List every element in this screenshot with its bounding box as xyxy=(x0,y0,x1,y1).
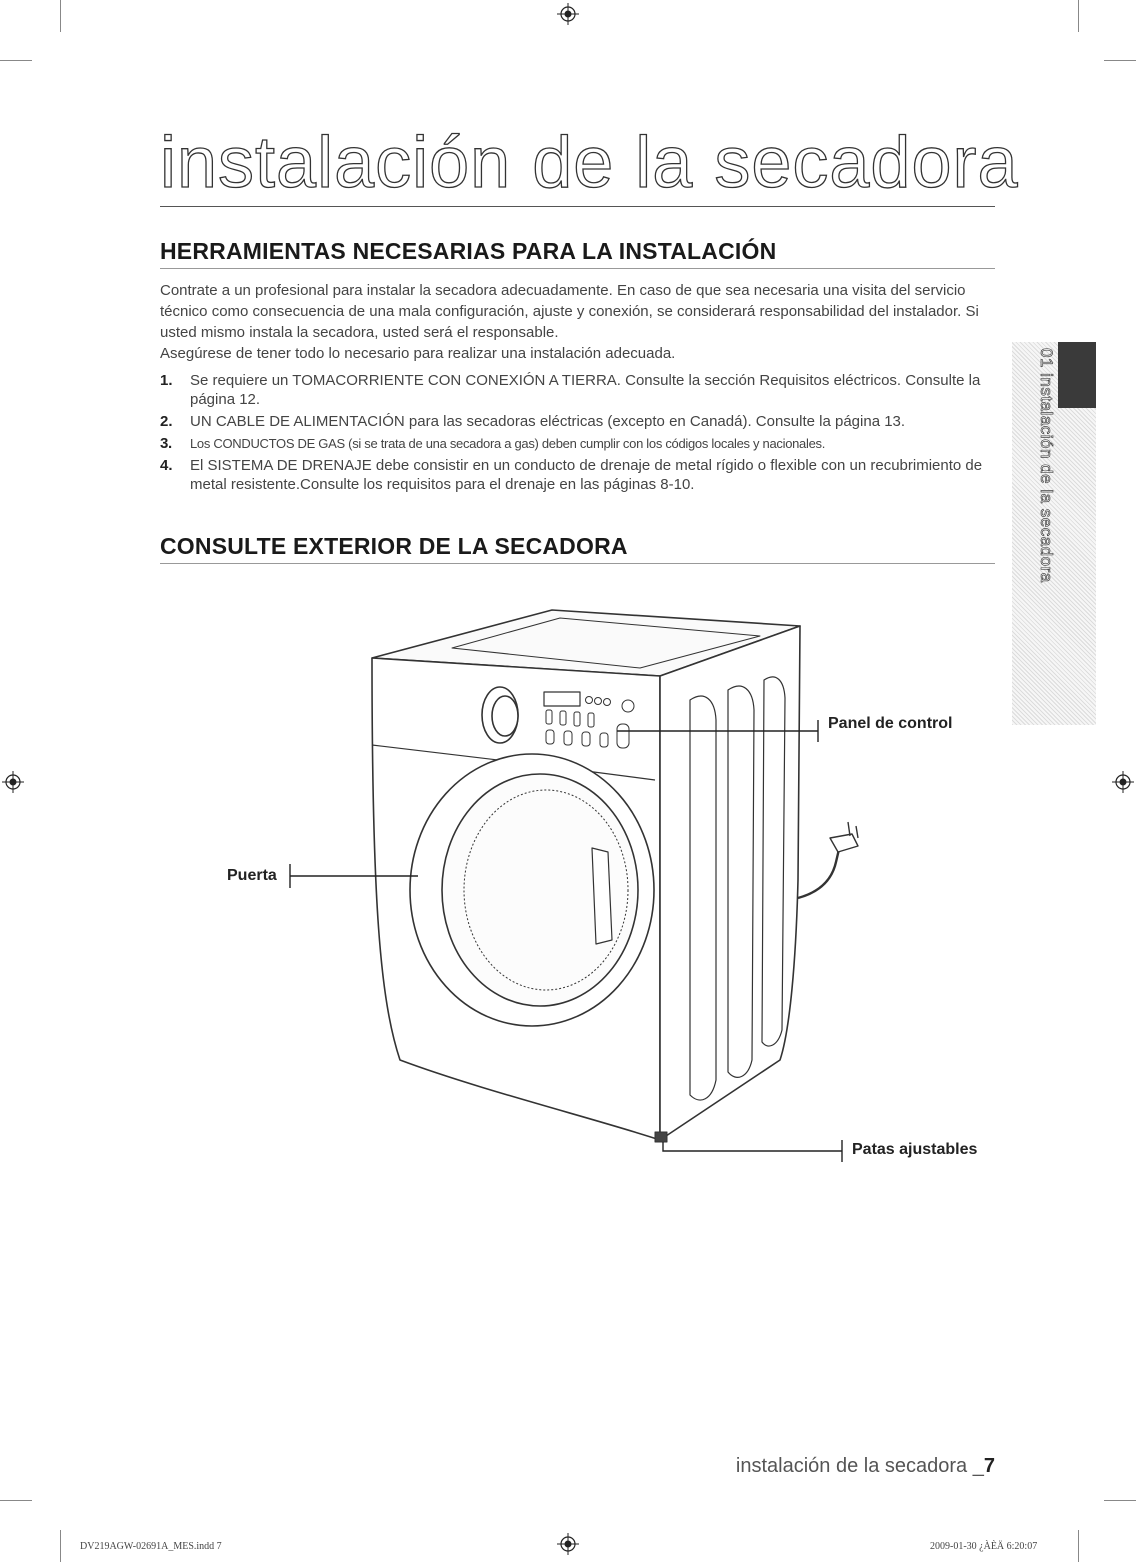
adjustable-feet-label: Patas ajustables xyxy=(852,1141,978,1158)
page-footer xyxy=(660,1455,995,1478)
list-number: 4. xyxy=(160,457,173,474)
door-label: Puerta xyxy=(227,867,277,884)
control-panel-label: Panel de control xyxy=(828,715,953,732)
intro-paragraph: Asegúrese de tener todo lo necesario para realizar una instalación adecuada. xyxy=(160,345,676,362)
list-text: UN CABLE DE ALIMENTACIÓN para las secadoras eléctricas (excepto en Canadá). Consulte la página 13. xyxy=(190,413,906,430)
tools-section-heading: HERRAMIENTAS NECESARIAS PARA LA INSTALACIÓN xyxy=(160,238,995,269)
page-title: instalación de la secadora xyxy=(160,120,995,207)
list-text: Se requiere un TOMACORRIENTE CON CONEXIÓN A TIERRA. Consulte la sección Requisitos eléctricos. Consulte la página 12. xyxy=(190,372,981,408)
intro-paragraph: Contrate a un profesional para instalar la secadora adecuadamente. En caso de que sea necesaria una visita del servicio técnico como consecuencia de una mala configuración, ajuste y conexión, se considerará responsabilidad del instalador. Si usted mismo instala la secadora, usted será el responsable. xyxy=(160,282,979,341)
list-text: El SISTEMA DE DRENAJE debe consistir en un conducto de drenaje de metal rígido o flexible con un recubrimiento de metal resistente.Consulte los requisitos para el drenaje en las páginas 8-10. xyxy=(190,457,983,493)
list-number: 1. xyxy=(160,372,173,389)
footer-text: instalación de la secadora _ xyxy=(735,1455,984,1477)
exterior-section-heading: CONSULTE EXTERIOR DE LA SECADORA xyxy=(160,533,995,564)
chapter-tab-label: 01 instalación de la secadora xyxy=(1037,348,1056,583)
print-slug-date: 2009-01-30 ¿ÀÈÄ 6:20:07 xyxy=(930,1541,1038,1552)
list-number: 3. xyxy=(160,435,172,452)
list-text: Los CONDUCTOS DE GAS (si se trata de una secadora a gas) deben cumplir con los códigos locales y nacionales. xyxy=(190,436,826,451)
list-number: 2. xyxy=(160,413,173,430)
print-slug-file: DV219AGW-02691A_MES.indd 7 xyxy=(80,1541,222,1552)
page-number: 7 xyxy=(983,1455,995,1477)
